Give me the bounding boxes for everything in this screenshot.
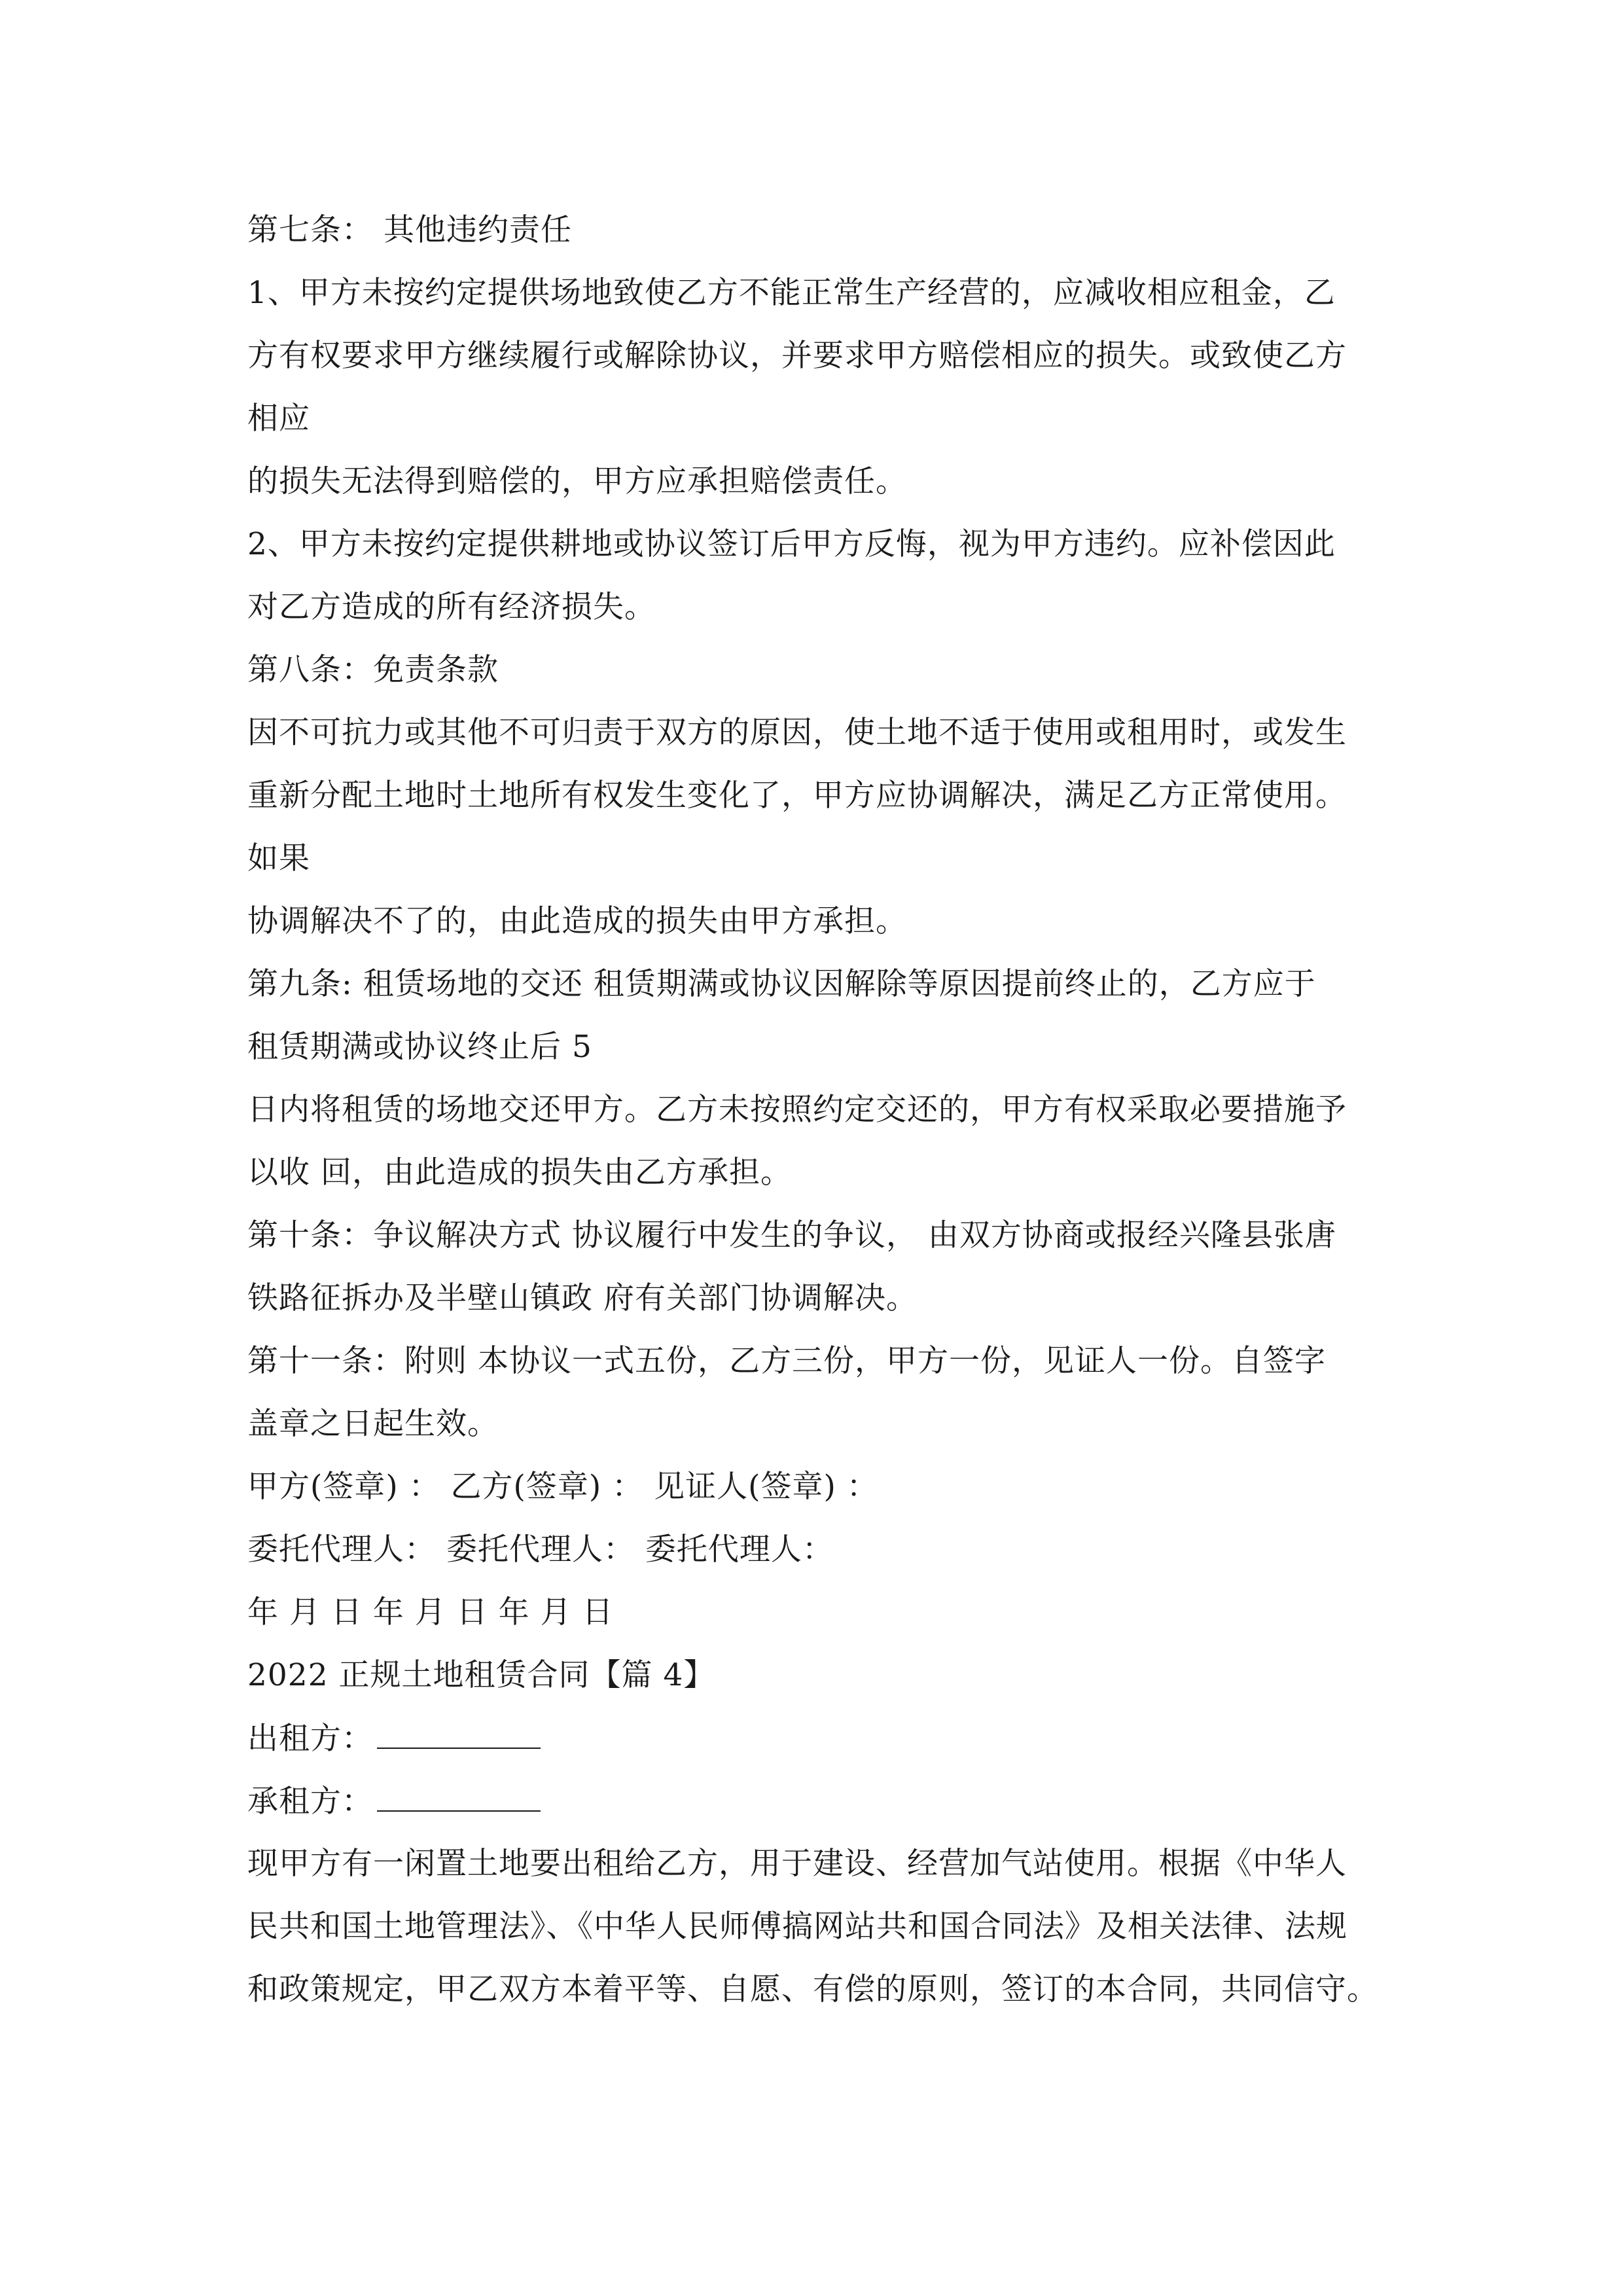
article-9-line: 第九条: 租赁场地的交还 租赁期满或协议因解除等原因提前终止的，乙方应于 <box>247 966 1316 1002</box>
signature-line: 甲方(签章) ： 乙方(签章) ： 见证人(签章) ： <box>247 1469 878 1505</box>
lessee-label: 承租方： <box>247 1784 373 1820</box>
paragraph-line: 重新分配土地时土地所有权发生变化了，甲方应协调解决，满足乙方正常使用。 <box>247 778 1347 814</box>
agent-line: 委托代理人： 委托代理人： 委托代理人： <box>247 1532 834 1568</box>
paragraph-line: 租赁期满或协议终止后 5 <box>247 1029 592 1065</box>
paragraph-line: 对乙方造成的所有经济损失。 <box>247 589 656 625</box>
article-10-line: 第十条：争议解决方式 协议履行中发生的争议， 由双方协商或报经兴隆县张唐 <box>247 1217 1336 1253</box>
lessor-label: 出租方： <box>247 1721 373 1757</box>
lessee-line <box>247 1782 541 1821</box>
paragraph-line: 和政策规定，甲乙双方本着平等、自愿、有偿的原则，签订的本合同，共同信守。 <box>247 1971 1378 2007</box>
lessor-line <box>247 1719 541 1759</box>
lessor-blank <box>377 1719 541 1749</box>
section-heading: 2022 正规土地租赁合同【篇 4】 <box>247 1657 715 1693</box>
paragraph-line: 盖章之日起生效。 <box>247 1406 499 1442</box>
date-line: 年 月 日 年 月 日 年 月 日 <box>247 1594 614 1630</box>
article-8-heading: 第八条：免责条款 <box>247 652 499 688</box>
article-7-heading: 第七条： 其他违约责任 <box>247 212 572 248</box>
lessee-blank <box>377 1782 541 1812</box>
paragraph-line: 民共和国土地管理法》、《中华人民师傅搞网站共和国合同法》及相关法律、法规 <box>247 1909 1347 1945</box>
paragraph-line: 现甲方有一闲置土地要出租给乙方，用于建设、经营加气站使用。根据《中华人 <box>247 1846 1347 1882</box>
paragraph-line: 铁路征拆办及半壁山镇政 府有关部门协调解决。 <box>247 1280 918 1316</box>
article-11-line: 第十一条：附则 本协议一式五份，乙方三份，甲方一份，见证人一份。自签字 <box>247 1343 1326 1379</box>
paragraph-line: 协调解决不了的，由此造成的损失由甲方承担。 <box>247 903 907 939</box>
paragraph-line: 日内将租赁的场地交还甲方。乙方未按照约定交还的，甲方有权采取必要措施予 <box>247 1092 1347 1128</box>
paragraph-line: 的损失无法得到赔偿的，甲方应承担赔偿责任。 <box>247 463 907 499</box>
paragraph-line: 因不可抗力或其他不可归责于双方的原因，使土地不适于使用或租用时，或发生 <box>247 715 1347 751</box>
paragraph-line: 1、甲方未按约定提供场地致使乙方不能正常生产经营的，应减收相应租金，乙 <box>247 275 1336 311</box>
paragraph-line: 如果 <box>247 840 310 876</box>
paragraph-line: 方有权要求甲方继续履行或解除协议，并要求甲方赔偿相应的损失。或致使乙方 <box>247 338 1347 374</box>
paragraph-line: 2、甲方未按约定提供耕地或协议签订后甲方反悔，视为甲方违约。应补偿因此 <box>247 526 1336 562</box>
paragraph-line: 相应 <box>247 401 310 437</box>
paragraph-line: 以收 回，由此造成的损失由乙方承担。 <box>247 1155 792 1191</box>
